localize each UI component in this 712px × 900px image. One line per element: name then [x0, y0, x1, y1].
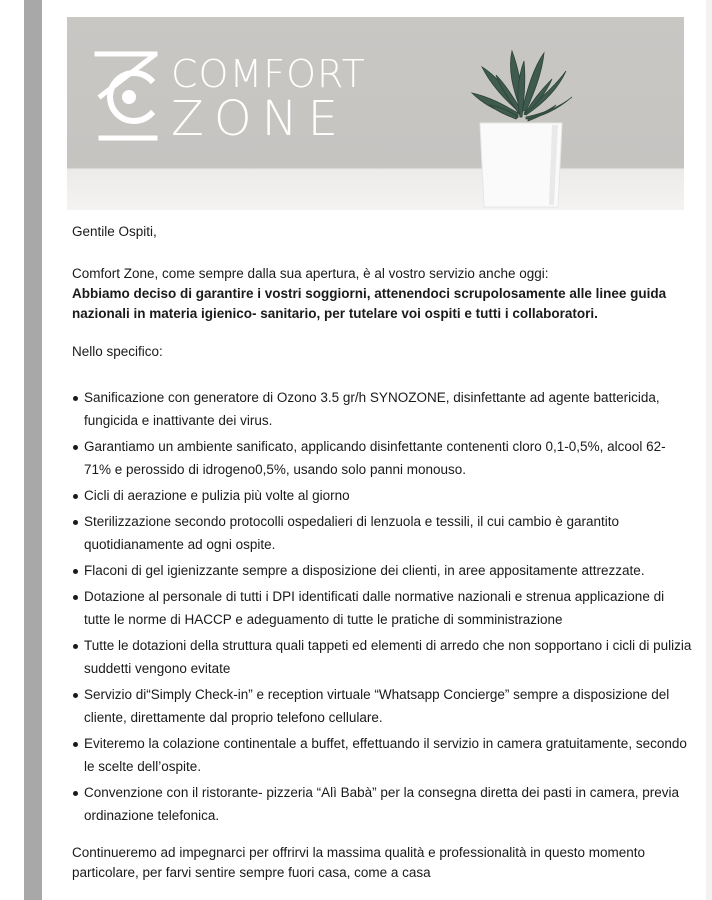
- greeting: Gentile Ospiti,: [72, 224, 157, 239]
- header-banner: [67, 17, 684, 210]
- intro-paragraph: Comfort Zone, come sempre dalla sua apertura, è al vostro servizio anche oggi:: [72, 266, 549, 281]
- logo-line-comfort: COMFORT: [171, 52, 366, 96]
- list-item: Sanificazione con generatore di Ozono 3.5 gr/h SYNOZONE, disinfettante ad agente battericida, fungicida e inattivante dei virus.: [72, 386, 692, 432]
- list-item: Tutte le dotazioni della struttura quali tappeti ed elementi di arredo che non sopportano i cicli di pulizia suddetti vengono evitate: [72, 634, 692, 680]
- list-item: Eviteremo la colazione continentale a buffet, effettuando il servizio in camera gratuitamente, secondo le scelte dell’ospite.: [72, 732, 692, 778]
- list-item: Flaconi di gel igienizzante sempre a disposizione dei clienti, in aree appositamente attrezzate.: [72, 559, 692, 582]
- letter-body: [72, 222, 692, 883]
- logo-line-zone: ZONE: [171, 91, 348, 147]
- potted-succulent-icon: [462, 31, 580, 210]
- list-item: Servizio di“Simply Check-in” e reception virtuale “Whatsapp Concierge” sempre a disposizione del cliente, direttamente dal proprio telefono cellulare.: [72, 683, 692, 729]
- closing-paragraph: Continueremo ad impegnarci per offrirvi la massima qualità e professionalità in questo momento particolare, per farvi sentire sempre fuori casa, come a casa: [72, 845, 646, 880]
- measures-list: [72, 386, 692, 827]
- list-item: Convenzione con il ristorante- pizzeria “Alì Babà” per la consegna diretta dei pasti in camera, previa ordinazione telefonica.: [72, 781, 692, 827]
- list-item: Cicli di aerazione e pulizia più volte al giorno: [72, 484, 692, 507]
- list-item: Sterilizzazione secondo protocolli ospedalieri di lenzuola e tessili, il cui cambio è garantito quotidianamente ad ogni ospite.: [72, 510, 692, 556]
- specific-heading: Nello specifico:: [72, 344, 163, 359]
- list-item: Garantiamo un ambiente sanificato, applicando disinfettante contenenti cloro 0,1-0,5%, alcool 62-71% e perossido di idrogeno0,5%, usando solo panni monouso.: [72, 435, 692, 481]
- brand-logo: [171, 52, 366, 147]
- list-item: Dotazione al personale di tutti i DPI identificati dalle normative nazionali e strenua applicazione di tutte le norme di HACCP e adeguamento di tutte le pratiche di somministrazione: [72, 585, 692, 631]
- comfort-zone-c-icon: [93, 50, 165, 145]
- scrollbar-track[interactable]: [706, 0, 712, 900]
- commitment-paragraph: Abbiamo deciso di garantire i vostri soggiorni, attenendoci scrupolosamente alle linee guida nazionali in materia igienico- sanitario, per tutelare voi ospiti e tutti i collaboratori.: [72, 286, 667, 321]
- left-margin-bar: [24, 0, 42, 900]
